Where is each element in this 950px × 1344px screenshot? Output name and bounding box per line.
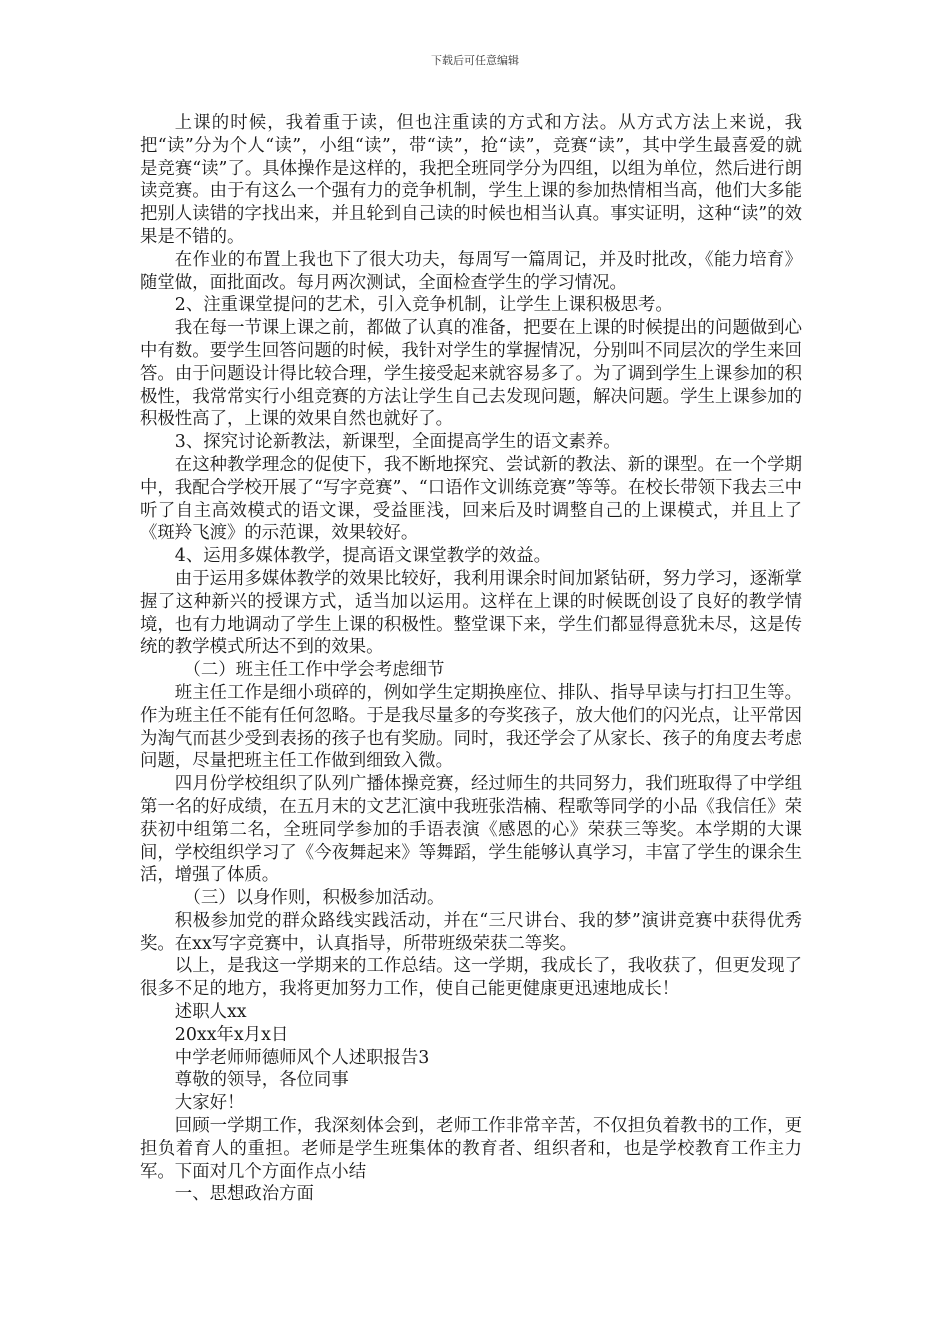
- paragraph: 中学老师师德师风个人述职报告3: [174, 1047, 430, 1068]
- paragraph: 回顾一学期工作，我深刻体会到，老师工作非常辛苦，不仅担负着教书的工作，更担负着育人的重担。老师是学生班集体的教育者、组织者和，也是学校教育工作主力军。下面对几个方面作点小结: [140, 1116, 802, 1182]
- paragraph: 班主任工作是细小琐碎的，例如学生定期换座位、排队、指导早读与打扫卫生等。作为班主任不能有任何忽略。于是我尽量多的夸奖孩子，放大他们的闪光点，让平常因为淘气而甚少受到表扬的孩子也有奖励。同时，我还学会了从家长、孩子的角度去考虑问题，尽量把班主任工作做到细致入微。: [140, 682, 802, 772]
- paragraph: 述职人xx: [174, 1002, 247, 1023]
- paragraph: 20xx年x月x日: [174, 1024, 289, 1045]
- paragraph: 4、运用多媒体教学，提高语文课堂教学的效益。: [174, 546, 552, 567]
- paragraph: 一、思想政治方面: [174, 1184, 314, 1205]
- paragraph: 四月份学校组织了队列广播体操竞赛，经过师生的共同努力，我们班取得了中学组第一名的好成绩，在五月末的文艺汇演中我班张浩楠、程歌等同学的小品《我信任》荣获初中组第二名，全班同学参加的手语表演《感恩的心》荣获三等奖。本学期的大课间，学校组织学习了《今夜舞起来》等舞蹈，学生能够认真学习，丰富了学生的课余生活，增强了体质。: [140, 774, 802, 886]
- paragraph: 在作业的布置上我也下了很大功夫，每周写一篇周记，并及时批改，《能力培育》随堂做，面批面改。每月两次测试，全面检查学生的学习情况。: [140, 249, 802, 293]
- paragraph: 我在每一节课上课之前，都做了认真的准备，把要在上课的时候提出的问题做到心中有数。要学生回答问题的时候，我针对学生的掌握情况，分别叫不同层次的学生来回答。由于问题设计得比较合理，学生接受起来就容易多了。为了调到学生上课参加的积极性，我常常实行小组竞赛的方法让学生自己去发现问题，解决问题。学生上课参加的积极性高了，上课的效果自然也就好了。: [140, 318, 802, 430]
- paragraph: 大家好！: [174, 1093, 245, 1114]
- paragraph: 2、注重课堂提问的艺术，引入竞争机制，让学生上课积极思考。: [174, 295, 673, 316]
- paragraph: 在这种教学理念的促使下，我不断地探究、尝试新的教法、新的课型。在一个学期中，我配合学校开展了“写字竞赛”、“口语作文训练竞赛”等等。在校长带领下我去三中听了自主高效模式的语文课，受益匪浅，回来后及时调整自己的上课模式，并且上了《斑羚飞渡》的示范课，效果较好。: [140, 454, 802, 544]
- paragraph: 上课的时候，我着重于读，但也注重读的方式和方法。从方式方法上来说，我把“读”分为个人“读”，小组“读”，带“读”，抢“读”，竞赛“读”，其中学生最喜爱的就是竞赛“读”了。具体操作是这样的，我把全班同学分为四组，以组为单位，然后进行朗读竞赛。由于有这么一个强有力的竞争机制，学生上课的参加热情相当高，他们大多能把别人读错的字找出来，并且轮到自己读的时候也相当认真。事实证明，这种“读”的效果是不错的。: [140, 113, 802, 247]
- paragraph: 尊敬的领导，各位同事: [174, 1070, 349, 1091]
- paragraph: 积极参加党的群众路线实践活动，并在“三尺讲台、我的梦”演讲竞赛中获得优秀奖。在xx写字竞赛中，认真指导，所带班级荣获二等奖。: [140, 910, 802, 954]
- paragraph: （二）班主任工作中学会考虑细节: [183, 660, 445, 681]
- page-header: 下载后可任意编辑: [431, 54, 519, 67]
- document-body: [140, 112, 802, 1206]
- paragraph: 3、探究讨论新教法，新课型，全面提高学生的语文素养。: [174, 432, 621, 453]
- paragraph: 以上，是我这一学期来的工作总结。这一学期，我成长了，我收获了，但更发现了很多不足的地方，我将更加努力工作，使自己能更健康更迅速地成长！: [140, 956, 802, 1000]
- paragraph: （三）以身作则，积极参加活动。: [183, 888, 445, 909]
- paragraph: 由于运用多媒体教学的效果比较好，我利用课余时间加紧钻研，努力学习，逐渐掌握了这种新兴的授课方式，适当加以运用。这样在上课的时候既创设了良好的教学情境，也有力地调动了学生上课的积极性。整堂课下来，学生们都显得意犹未尽，这是传统的教学模式所达不到的效果。: [140, 568, 802, 658]
